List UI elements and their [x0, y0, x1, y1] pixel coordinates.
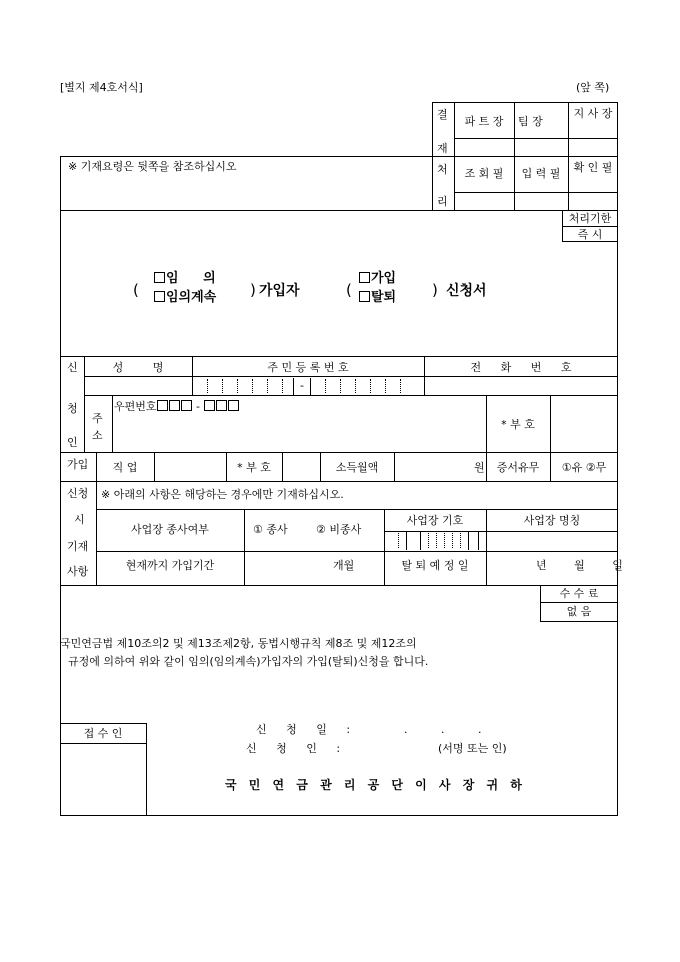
rrn-dash: - — [300, 379, 304, 392]
postal-box-icon[interactable] — [228, 400, 239, 411]
workplace-name-label: 사업장 명칭 — [523, 514, 581, 527]
approval-side-top-2: 재 — [437, 142, 448, 155]
join-side-2: 신청 — [67, 487, 89, 500]
date-units: 년 월 일 — [536, 559, 623, 572]
occupation-label: 직 업 — [112, 461, 138, 474]
deadline-label: 처리기한 — [568, 212, 612, 225]
withdraw-date-label: 탈 퇴 예 정 일 — [401, 559, 469, 572]
instructions-note: ※ 기재요령은 뒷쪽을 참조하십시오 — [68, 160, 237, 173]
approval-inquiry-check: 조 회 필 — [464, 167, 504, 180]
approval-side-bottom-2: 리 — [437, 195, 448, 208]
title-option-withdraw: 탈퇴 — [359, 291, 396, 304]
applicant-side-1: 신 — [67, 361, 78, 374]
statement-line-1: 국민연금법 제10조의2 및 제13조제2항, 동법시행규칙 제8조 및 제12조의 — [60, 637, 417, 650]
enrollment-period-label: 현재까지 가입기간 — [125, 559, 215, 572]
workplace-code-label: 사업장 기호 — [406, 514, 464, 527]
title-option-voluntary: 임 의 — [154, 272, 226, 285]
title-close-paren-2: ) — [432, 281, 438, 299]
sign-or-seal-label: (서명 또는 인) — [438, 742, 507, 755]
title-close-paren: ) — [250, 281, 256, 299]
approval-team-leader: 팀 장 — [518, 115, 543, 128]
approval-branch-manager: 지 사 장 — [573, 107, 613, 120]
approval-part-leader: 파 트 장 — [464, 115, 504, 128]
rrn-label: 주 민 등 록 번 호 — [267, 361, 349, 374]
address-code-label: * 부 호 — [501, 418, 535, 431]
postal-box-icon[interactable] — [169, 400, 180, 411]
address-side-1: 주 — [92, 412, 103, 425]
phone-label: 전 화 번 호 — [470, 361, 572, 374]
fee-value: 없 음 — [566, 605, 592, 618]
postal-box-icon[interactable] — [181, 400, 192, 411]
join-side-4: 기재 — [67, 540, 89, 553]
checkbox-icon[interactable] — [154, 291, 165, 302]
title-option-join: 가입 — [359, 272, 396, 285]
postal-box-icon[interactable] — [216, 400, 227, 411]
application-date-label: 신 청 일 : — [256, 723, 351, 736]
application-date-dots: . . . — [404, 723, 482, 736]
approval-input-check: 입 력 필 — [521, 167, 561, 180]
postal-code: 우편번호 - — [114, 400, 240, 412]
statement-line-2: 규정에 의하여 위와 같이 임의(임의계속)가입자의 가입(탈퇴)신청을 합니다. — [68, 655, 429, 668]
address-side-2: 소 — [92, 429, 103, 442]
approval-side-bottom-1: 처 — [437, 163, 448, 176]
option-employed[interactable]: ① 종사 — [253, 523, 288, 536]
workplace-employment-label: 사업장 종사여부 — [131, 523, 209, 536]
title-option-voluntary-continued: 임의계속 — [154, 291, 216, 304]
checkbox-icon[interactable] — [359, 272, 370, 283]
join-side-1: 가입 — [67, 458, 89, 471]
title-open-paren-2: ( — [346, 281, 352, 299]
applicant-side-3: 인 — [67, 436, 78, 449]
form-number: [별지 제4호서식] — [60, 81, 143, 94]
months-unit: 개월 — [333, 559, 355, 572]
title-word-application: 신청서 — [446, 283, 487, 299]
reception-label: 접 수 인 — [83, 727, 123, 740]
applicant-signature-label: 신 청 인 : — [246, 742, 341, 755]
occupation-code-label: * 부 호 — [237, 461, 271, 474]
certificate-label: 증서유무 — [496, 461, 540, 474]
won-unit: 원 — [474, 461, 485, 474]
checkbox-icon[interactable] — [359, 291, 370, 302]
deadline-value: 즉 시 — [577, 228, 603, 241]
approval-side-top-1: 결 — [437, 108, 448, 121]
addressee: 국 민 연 금 관 리 공 단 이 사 장 귀 하 — [225, 778, 522, 792]
approval-confirm-check: 확 인 필 — [573, 161, 613, 174]
certificate-options[interactable]: ①유 ②무 — [561, 461, 607, 474]
monthly-income-label: 소득월액 — [335, 461, 379, 474]
postal-box-icon[interactable] — [204, 400, 215, 411]
page-side-label: (앞 쪽) — [576, 81, 610, 94]
title-word-subscriber: 가입자 — [259, 283, 300, 299]
applicant-side-2: 청 — [67, 402, 78, 415]
join-side-3: 시 — [74, 513, 85, 526]
name-label: 성 명 — [112, 361, 164, 374]
title-open-paren: ( — [133, 281, 139, 299]
fee-label: 수 수 료 — [559, 587, 599, 600]
option-not-employed[interactable]: ② 비종사 — [316, 523, 362, 536]
conditional-note: ※ 아래의 사항은 해당하는 경우에만 기재하십시오. — [101, 488, 344, 501]
join-side-5: 사항 — [67, 565, 89, 578]
checkbox-icon[interactable] — [154, 272, 165, 283]
postal-box-icon[interactable] — [157, 400, 168, 411]
